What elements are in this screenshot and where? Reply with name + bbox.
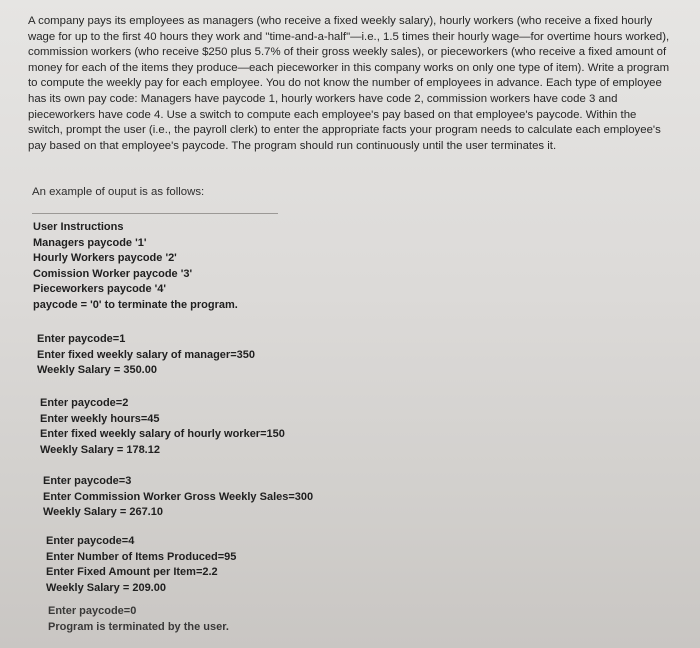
problem-statement: A company pays its employees as managers (who receive a fixed weekly salary), hourly workers (who receive a fixed hourly wage for up to the first 40 hours they work and "time-and-a-half"—i.e., 1.5 times their hourly wage—for overtime hours worked), commission workers (who receive $250 plus 5.7% of their gross weekly sales), or pieceworkers (who receive a fixed amount of money for each of the items they produce—each pieceworker in this company works on only one type of item). Write a program to compute the weekly pay for each employee. You do not know the number of employees in advance. Each type of employee has its own pay code: Managers have paycode 1, hourly workers have code 2, commission workers have code 3 and pieceworkers have code 4. Use a switch to compute each employee's pay based on that employee's paycode. Within the switch, prompt the user (i.e., the payroll clerk) to enter the appropriate facts your program needs to calculate each employee's pay based on that employee's paycode. The program should run continuously until the user terminates it. [28, 15, 670, 152]
output-line: Weekly Salary = 209.00 [46, 581, 166, 594]
instructions-line: paycode = '0' to terminate the program. [33, 298, 238, 311]
user-instructions-block [33, 220, 238, 314]
output-line: Enter paycode=2 [40, 397, 129, 409]
divider-line [32, 213, 278, 214]
output-line: Enter Number of Items Produced=95 [46, 550, 237, 563]
manager-example-block [37, 332, 255, 379]
instructions-line: Comission Worker paycode '3' [33, 267, 193, 280]
output-line: Program is terminated by the user. [48, 620, 229, 633]
instructions-line: Managers paycode '1' [33, 236, 147, 249]
output-line: Enter paycode=4 [46, 535, 135, 547]
terminate-example-block [48, 604, 229, 635]
example-label: An example of ouput is as follows: [32, 186, 205, 198]
hourly-example-block [40, 396, 285, 458]
output-line: Enter Fixed Amount per Item=2.2 [46, 566, 218, 579]
output-line: Enter paycode=3 [43, 475, 132, 487]
instructions-title: User Instructions [33, 221, 124, 233]
output-line: Enter paycode=1 [37, 333, 126, 345]
output-line: Enter weekly hours=45 [40, 412, 160, 425]
instructions-line: Pieceworkers paycode '4' [33, 283, 167, 296]
instructions-line: Hourly Workers paycode '2' [33, 252, 177, 265]
output-line: Weekly Salary = 178.12 [40, 443, 160, 456]
output-line: Enter Commission Worker Gross Weekly Sales=300 [43, 490, 314, 503]
output-line: Weekly Salary = 267.10 [43, 506, 163, 519]
output-line: Weekly Salary = 350.00 [37, 364, 157, 377]
output-line: Enter fixed weekly salary of hourly worker=150 [40, 428, 285, 441]
commission-example-block [43, 474, 313, 521]
piece-example-block [46, 534, 236, 596]
output-line: Enter paycode=0 [48, 605, 137, 617]
output-line: Enter fixed weekly salary of manager=350 [37, 348, 255, 361]
